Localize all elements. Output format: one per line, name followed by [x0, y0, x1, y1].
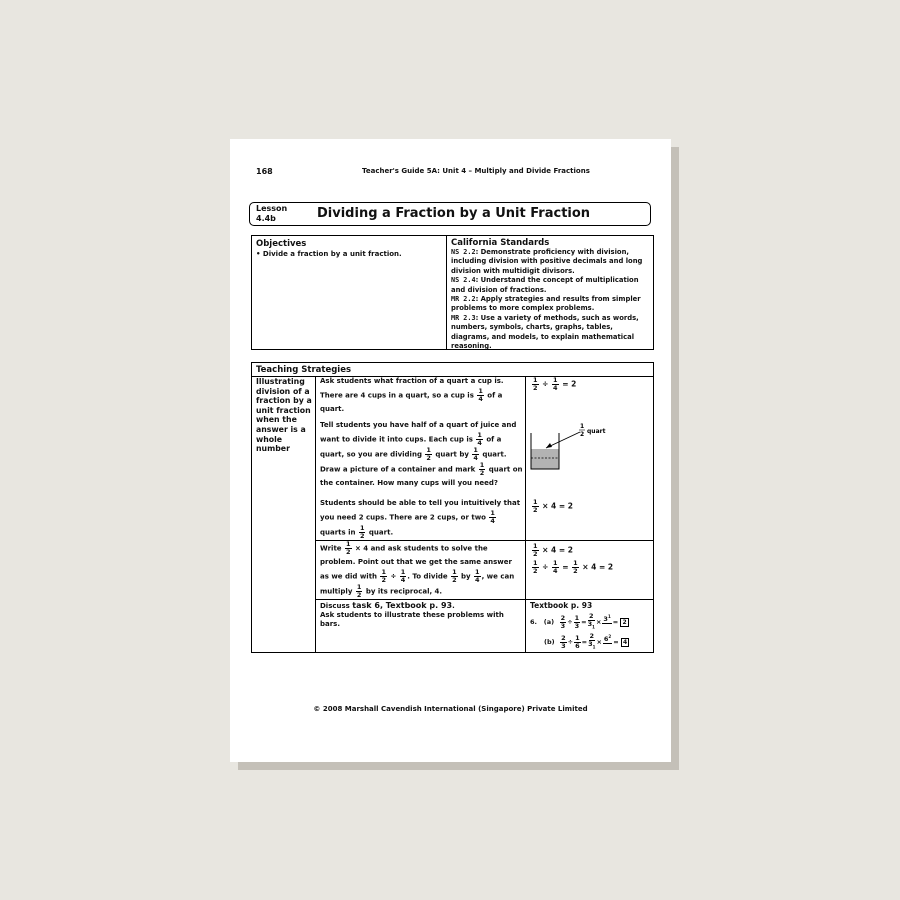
row2-para: Write $\frac{1}{2}$ × 4 and ask students to solve the problem. Point out that we get the same answer as we did with $\frac{1}{2}$ ÷ $\frac{1}{4}$ . To divide $\frac{1}{2}$ by $\frac{1}{4}$ , we can multiply $\frac{1}{2}$ by its reciprocal, 4.	[320, 540, 515, 599]
teaching-strategies-table	[251, 362, 654, 653]
equation-divide: $\frac{1}{2}$ ÷ $\frac{1}{4}$ = 2	[533, 376, 577, 392]
standard-item: NS 2.2: Demonstrate proficiency with division, including division with positive decimals and long division with multidigit divisors.	[451, 248, 643, 275]
svg-text:1: 1	[580, 423, 585, 430]
lesson-title-box	[249, 202, 651, 226]
objectives-table	[251, 235, 654, 350]
standard-item: MR 2.2: Apply strategies and results from simpler problems to more complex problems.	[451, 295, 641, 313]
lesson-title: Dividing a Fraction by a Unit Fraction	[317, 206, 591, 221]
row1-para3: Students should be able to tell you intuitively that you need 2 cups. There are 2 cups, or two $\frac{1}{4}$ quarts in $\frac{1}{2}$ quart.	[320, 499, 521, 540]
running-header: Teacher's Guide 5A: Unit 4 – Multiply and Divide Fractions	[362, 167, 590, 175]
objectives-heading: Objectives	[256, 239, 307, 249]
strategy-topic: Illustrating division of a fraction by a unit fraction when the answer is a whole number	[256, 377, 312, 454]
lesson-word: Lesson	[256, 204, 288, 213]
equation-row2-b: $\frac{1}{2}$ ÷ $\frac{1}{4}$ = $\frac{1}{2}$ × 4 = 2	[533, 559, 614, 575]
task6-part-a: 6. (a) $\frac{2}{3}$ ÷ $\frac{1}{3}$ = $\frac{2}{3_1}$ × $3^1$ = 2	[530, 612, 627, 630]
table-rule	[315, 599, 653, 600]
objectives-cell	[252, 236, 447, 349]
textbook-reference: Textbook p. 93	[530, 601, 593, 610]
teaching-heading: Teaching Strategies	[256, 365, 352, 375]
svg-text:2: 2	[580, 431, 585, 438]
standard-item: MR 2.3: Use a variety of methods, such as words, numbers, symbols, charts, graphs, tables, diagrams, and models, to explain mathematical reasoning.	[451, 313, 639, 351]
row1-para2: Tell students you have half of a quart of juice and want to divide it into cups. Each cup is $\frac{1}{4}$ of a quart, so you are dividing $\frac{1}{2}$ quart by $\frac{1}{4}$ quart. Draw a picture of a container and mark $\frac{1}{2}$ quart on the container. How many cups will you need?	[320, 421, 523, 487]
juice-fill	[531, 449, 559, 469]
page-number: 168	[256, 167, 273, 176]
standards-heading: California Standards	[451, 238, 550, 248]
diagram-label: quart	[587, 428, 606, 435]
copyright-footer: © 2008 Marshall Cavendish International (Singapore) Private Limited	[313, 705, 588, 713]
equation-multiply: $\frac{1}{2}$ × 4 = 2	[533, 498, 573, 514]
standard-item: NS 2.4: Understand the concept of multiplication and division of fractions.	[451, 276, 639, 294]
objective-item: • Divide a fraction by a unit fraction.	[256, 250, 402, 258]
quart-container-diagram	[528, 423, 618, 478]
table-rule	[525, 376, 526, 652]
fraction: $\frac{1}{4}$	[478, 387, 483, 403]
task6-part-b: (b) $\frac{2}{3}$ ÷ $\frac{1}{6}$ = $\frac{2}{3_1}$ × $6^2$ = 4	[544, 632, 628, 650]
lesson-number: 4.4b	[256, 214, 276, 223]
lesson-label	[256, 204, 287, 224]
row3-para: Discuss task 6, Textbook p. 93. Ask students to illustrate these problems with bars.	[320, 601, 504, 628]
standards-list	[451, 248, 651, 351]
row1-para1: Ask students what fraction of a quart a cup is. There are 4 cups in a quart, so a cup is $\frac{1}{4}$ of a quart.	[320, 377, 504, 413]
equation-row2-a: $\frac{1}{2}$ × 4 = 2	[533, 542, 573, 558]
document-page	[230, 139, 671, 762]
arrow-head	[546, 443, 552, 448]
